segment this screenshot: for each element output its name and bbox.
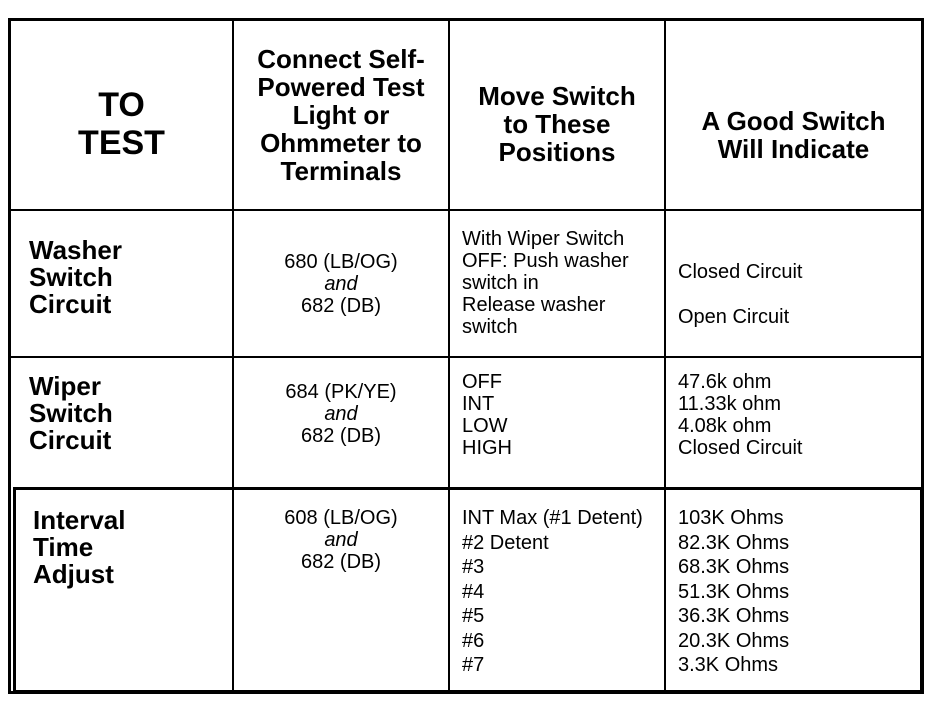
header-line: Powered Test [257,72,425,102]
positions-interval [450,506,664,678]
terminal-b: 682 (DB) [300,551,382,573]
position-line: switch in [462,272,539,294]
row-name-line: Time [33,532,94,562]
row-divider [11,356,921,358]
row-name-line: Wiper [29,371,101,401]
row-divider [11,209,921,211]
position-line: #6 [462,629,485,652]
row-name-line: Circuit [29,289,112,319]
row-name-line: Switch [29,262,113,292]
position-line: Release washer [462,294,606,316]
row-name-washer [11,237,232,318]
header-line: Connect Self- [257,44,425,74]
header-line: TO [98,86,145,124]
header-line: TEST [78,124,165,162]
result-line: 68.3K Ohms [678,556,790,578]
position-line: OFF: Push washer [462,250,629,272]
conjunction: and [324,403,358,425]
position-line: #2 Detent [462,531,549,554]
position-line: With Wiper Switch [462,228,625,250]
result-line: 4.08k ohm [678,415,772,437]
result-line: 47.6k ohm [678,371,772,393]
header-line: Positions [498,137,616,167]
terminal-b: 682 (DB) [300,295,382,317]
result-line: 11.33k ohm [678,393,782,415]
terminal-a: 680 (LB/OG) [284,251,398,273]
header-move-switch [450,21,664,209]
result-line: Closed Circuit [678,437,803,459]
position-line: OFF [462,371,502,393]
header-line: Light or [292,100,390,130]
terminals-interval [234,507,448,573]
positions-washer [450,228,664,338]
row-name-wiper [11,373,232,454]
position-line: switch [462,316,518,338]
position-line: #3 [462,556,485,578]
terminal-a: 684 (PK/YE) [285,381,397,403]
header-line: A Good Switch [701,106,886,136]
position-line: #7 [462,654,485,676]
header-good-switch [666,21,921,209]
row-name-line: Switch [29,398,113,428]
switch-test-table [8,18,924,694]
header-line: Terminals [280,156,402,186]
row-name-line: Washer [29,235,122,265]
header-connect-terminals [234,21,448,209]
row-name-interval [15,507,232,588]
terminals-washer [234,251,448,317]
header-line: to These [503,109,611,139]
result-line: 20.3K Ohms [678,629,790,652]
results-washer [666,261,921,328]
terminal-a: 608 (LB/OG) [284,507,398,529]
position-line: LOW [462,415,508,437]
header-line: Move Switch [478,81,636,111]
row-name-line: Circuit [29,425,112,455]
positions-wiper [450,371,664,459]
position-line: #4 [462,580,485,603]
header-line: Will Indicate [717,134,870,164]
position-line: #5 [462,605,485,627]
result-line: 36.3K Ohms [678,605,790,627]
position-line: HIGH [462,437,512,459]
position-line: INT [462,393,495,415]
results-wiper [666,371,921,459]
result-line: Closed Circuit [678,261,803,283]
row-name-line: Adjust [33,559,114,589]
conjunction: and [324,273,358,295]
result-line: 3.3K Ohms [678,654,779,676]
result-line: 103K Ohms [678,507,784,529]
result-line: 82.3K Ohms [678,531,790,554]
result-line: Open Circuit [678,306,790,328]
row-name-line: Interval [33,505,126,535]
result-line: 51.3K Ohms [678,580,790,603]
conjunction: and [324,529,358,551]
results-interval [666,506,921,678]
header-to-test [11,21,232,209]
position-line: INT Max (#1 Detent) [462,507,643,529]
terminals-wiper [234,381,448,447]
terminal-b: 682 (DB) [300,425,382,447]
header-line: Ohmmeter to [260,128,422,158]
